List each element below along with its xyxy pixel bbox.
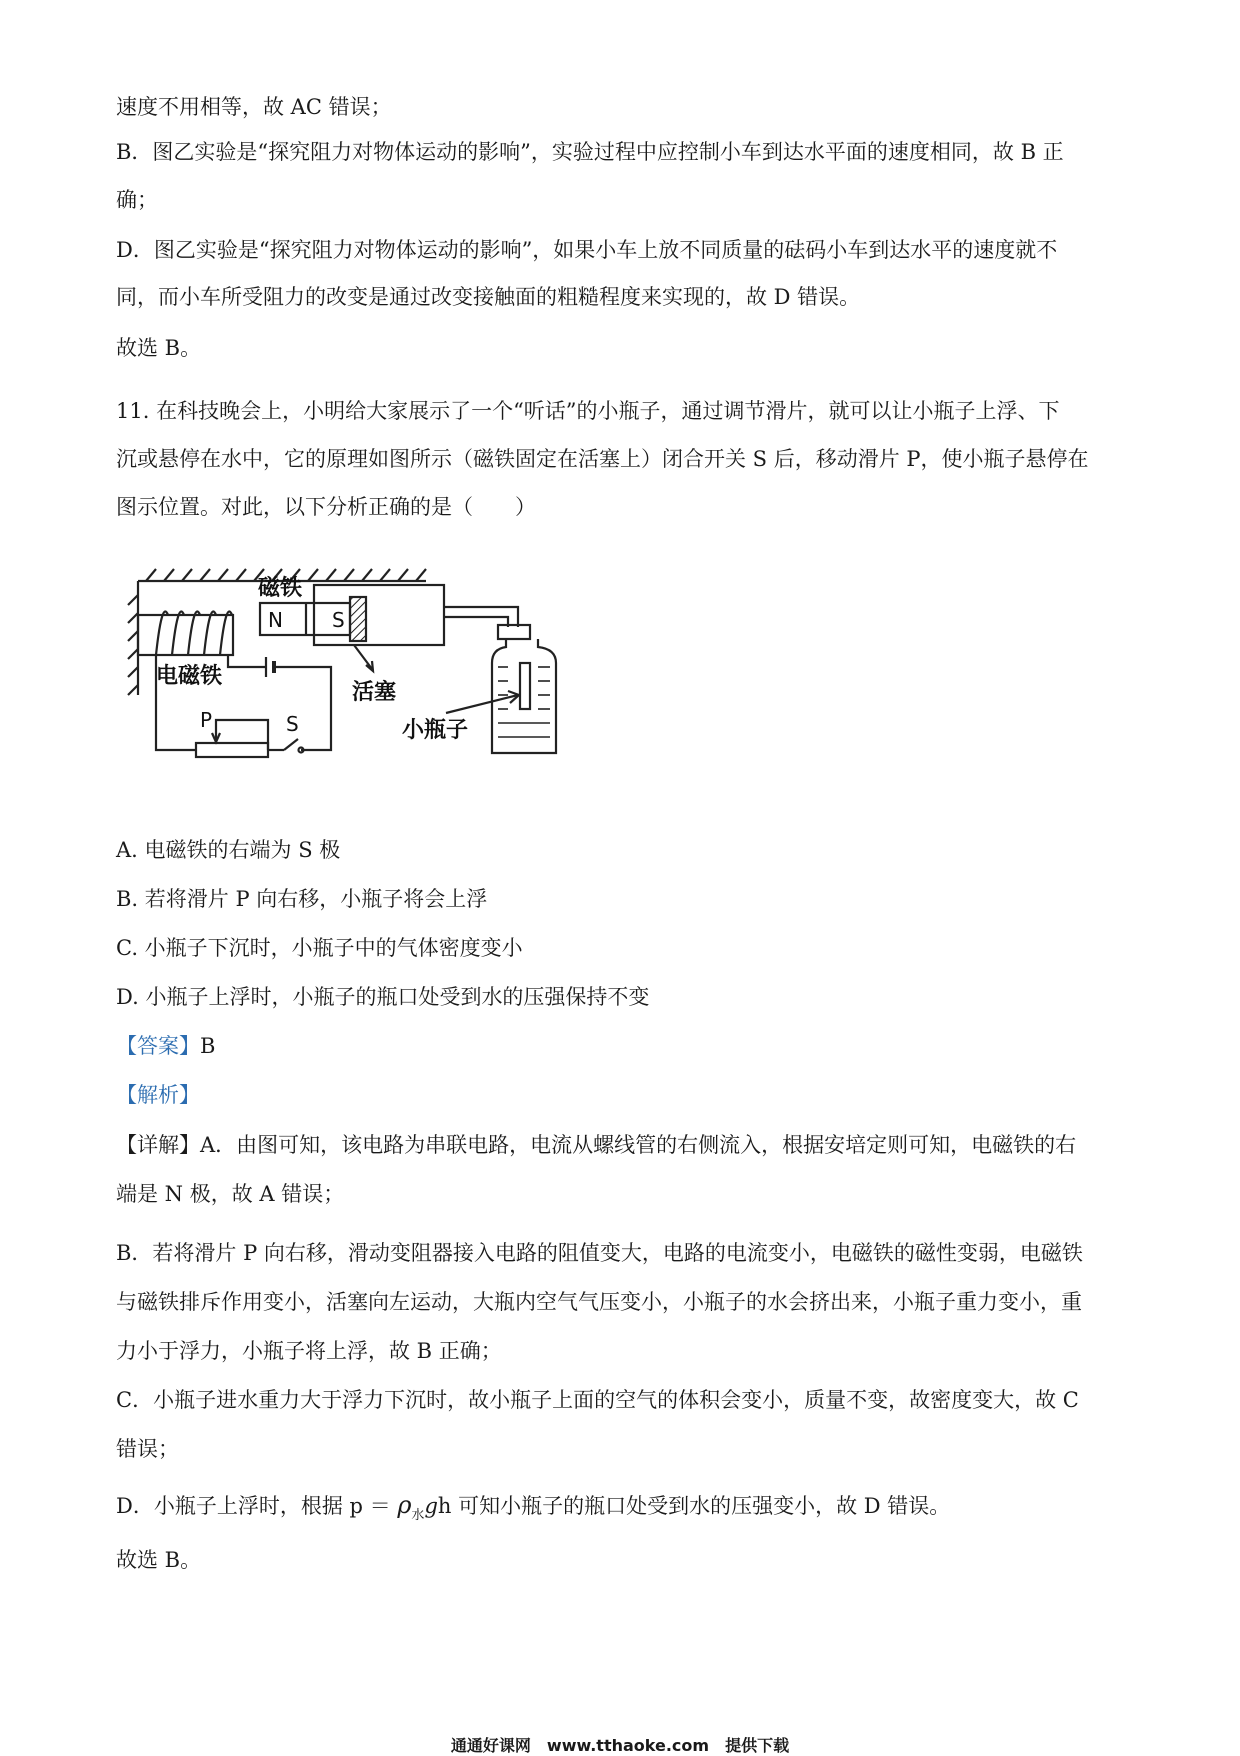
pole-n-label: N xyxy=(268,608,283,632)
answer-line xyxy=(116,1031,215,1061)
text-line: C．小瓶子进水重力大于浮力下沉时，故小瓶子上面的空气的体积会变小，质量不变，故密度变大，故 C xyxy=(116,1388,1079,1412)
formula-suffix: 可知小瓶子的瓶口处受到水的压强变小，故 D 错误。 xyxy=(451,1494,951,1518)
detail-line xyxy=(116,1130,1076,1160)
text-line: 与磁铁排斥作用变小，活塞向左运动，大瓶内空气气压变小，小瓶子的水会挤出来，小瓶子重力变小，重 xyxy=(116,1290,1082,1314)
h-symbol: h xyxy=(437,1494,452,1518)
answer-label: 【答案】 xyxy=(116,1034,200,1058)
circuit-diagram xyxy=(126,535,646,815)
text-line: 力小于浮力，小瓶子将上浮，故 B 正确； xyxy=(116,1339,502,1363)
text-line: B．若将滑片 P 向右移，滑动变阻器接入电路的阻值变大，电路的电流变小，电磁铁的磁性变弱，电磁铁 xyxy=(116,1241,1083,1265)
slider-label: P xyxy=(200,708,213,732)
option-d: D. 小瓶子上浮时，小瓶子的瓶口处受到水的压强保持不变 xyxy=(116,985,650,1009)
formula-line xyxy=(116,1490,950,1531)
option-a: A. 电磁铁的右端为 S 极 xyxy=(116,838,341,862)
switch-label: S xyxy=(286,712,299,736)
text-line: 错误； xyxy=(116,1437,179,1461)
text-line: D．图乙实验是“探究阻力对物体运动的影响”，如果小车上放不同质量的砝码小车到达水平的速度就不 xyxy=(116,238,1058,262)
analysis-line xyxy=(116,1080,200,1110)
text-line: B．图乙实验是“探究阻力对物体运动的影响”，实验过程中应控制小车到达水平面的速度相同，故 B 正 xyxy=(116,140,1064,164)
detail-label: 【详解】 xyxy=(116,1133,200,1157)
piston-label: 活塞 xyxy=(352,680,397,705)
text-line: 确； xyxy=(116,188,158,212)
electromagnet-label: 电磁铁 xyxy=(156,664,223,689)
detail-text: A．由图可知，该电路为串联电路，电流从螺线管的右侧流入，根据安培定则可知，电磁铁的右 xyxy=(200,1133,1077,1157)
rho-symbol: ρ xyxy=(397,1491,412,1519)
pole-s-label: S xyxy=(332,608,345,632)
small-bottle-label: 小瓶子 xyxy=(402,718,469,743)
option-b: B. 若将滑片 P 向右移，小瓶子将会上浮 xyxy=(116,887,488,911)
text-line: 同，而小车所受阻力的改变是通过改变接触面的粗糙程度来实现的，故 D 错误。 xyxy=(116,285,861,309)
g-symbol: g xyxy=(424,1494,438,1518)
formula-prefix: D．小瓶子上浮时，根据 p ＝ xyxy=(116,1494,398,1518)
answer-value: B xyxy=(200,1034,216,1058)
text-line: 故选 B。 xyxy=(116,1548,202,1572)
question-text: 图示位置。对此，以下分析正确的是（ ） xyxy=(116,495,536,519)
option-c: C. 小瓶子下沉时，小瓶子中的气体密度变小 xyxy=(116,936,523,960)
analysis-label: 【解析】 xyxy=(116,1083,200,1107)
question-text: 11. 在科技晚会上，小明给大家展示了一个“听话”的小瓶子，通过调节滑片，就可以让小瓶子上浮、下 xyxy=(116,399,1060,423)
rho-subscript: 水 xyxy=(411,1508,425,1523)
text-line: 速度不用相等，故 AC 错误； xyxy=(116,95,392,119)
text-line: 端是 N 极，故 A 错误； xyxy=(116,1182,345,1206)
question-text: 沉或悬停在水中，它的原理如图所示（磁铁固定在活塞上）闭合开关 S 后，移动滑片 P，使小瓶子悬停在 xyxy=(116,447,1089,471)
footer-source: 通通好课网 www.tthaoke.com 提供下载 xyxy=(450,1736,790,1755)
magnet-label: 磁铁 xyxy=(258,576,303,601)
text-line: 故选 B。 xyxy=(116,336,202,360)
